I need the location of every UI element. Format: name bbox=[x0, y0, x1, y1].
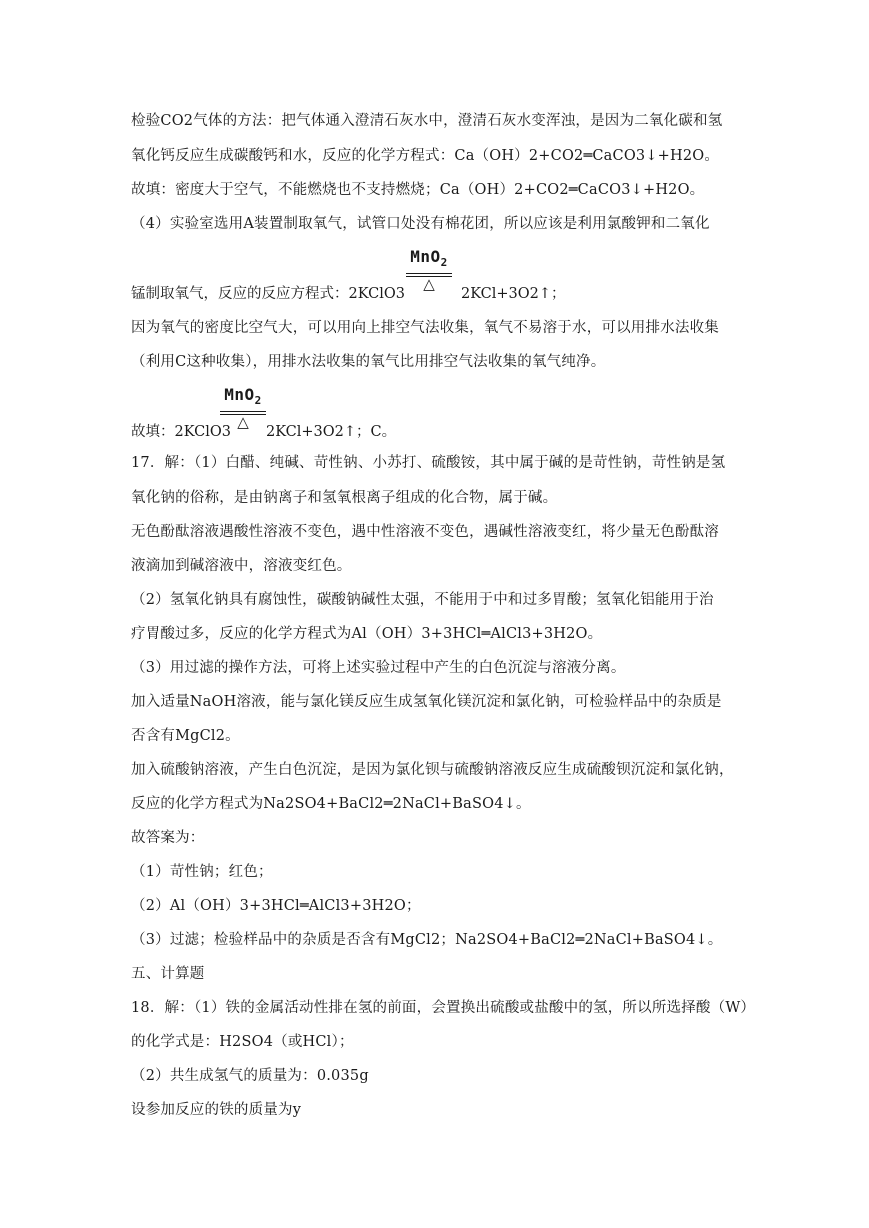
text-line: 设参加反应的铁的质量为y bbox=[131, 1102, 302, 1118]
catalyst-label: MnO$_2$ bbox=[410, 247, 448, 270]
reaction-condition bbox=[406, 248, 452, 292]
catalyst-label: MnO$_2$ bbox=[224, 385, 262, 408]
text-line: 的化学式是：H2SO4（或HCl）； bbox=[131, 1034, 354, 1050]
heat-triangle-icon: △ bbox=[423, 275, 435, 294]
text-line: （4）实验室选用A装置制取氧气，试管口处没有棉花团，所以应该是利用氯酸钾和二氧化 bbox=[131, 216, 710, 232]
chemical-equation bbox=[131, 246, 566, 304]
text-line: （利用C这种收集），用排水法收集的氧气比用排空气法收集的氧气纯净。 bbox=[131, 354, 606, 370]
reaction-condition bbox=[220, 386, 266, 430]
text-line: 否含有MgCl2。 bbox=[131, 728, 240, 744]
equation-suffix: 2KCl+3O2↑；C。 bbox=[266, 424, 397, 440]
text-line: 液滴加到碱溶液中，溶液变红色。 bbox=[131, 558, 352, 574]
equation-suffix: 2KCl+3O2↑； bbox=[461, 286, 566, 302]
text-line: 疗胃酸过多，反应的化学方程式为Al（OH）3+3HCl═AlCl3+3H2O。 bbox=[131, 626, 603, 642]
text-line: （2）共生成氢气的质量为：0.035g bbox=[131, 1068, 369, 1084]
section-heading: 五、计算题 bbox=[131, 966, 205, 982]
text-line: （3）用过滤的操作方法，可将上述实验过程中产生的白色沉淀与溶液分离。 bbox=[131, 660, 626, 676]
text-line: （2）Al（OH）3+3HCl═AlCl3+3H2O； bbox=[131, 898, 421, 914]
text-line: 加入适量NaOH溶液，能与氯化镁反应生成氢氧化镁沉淀和氯化钠，可检验样品中的杂质是 bbox=[131, 694, 722, 710]
text-line: 故填：密度大于空气，不能燃烧也不支持燃烧；Ca（OH）2+CO2═CaCO3↓+H2O。 bbox=[131, 182, 705, 198]
text-line: 故答案为： bbox=[131, 830, 205, 846]
text-line: 18．解：（1）铁的金属活动性排在氢的前面，会置换出硫酸或盐酸中的氢，所以所选择酸（W） bbox=[131, 1000, 756, 1016]
text-line: （2）氢氧化钠具有腐蚀性，碳酸钠碱性太强，不能用于中和过多胃酸；氢氧化铝能用于治 bbox=[131, 592, 714, 608]
chemical-equation bbox=[131, 384, 451, 442]
text-line: 氧化钠的俗称，是由钠离子和氢氧根离子组成的化合物，属于碱。 bbox=[131, 490, 558, 506]
text-line: 氧化钙反应生成碳酸钙和水，反应的化学方程式：Ca（OH）2+CO2═CaCO3↓+H2O。 bbox=[131, 148, 720, 164]
text-line: （1）苛性钠；红色； bbox=[131, 864, 273, 880]
text-line: 加入硫酸钠溶液，产生白色沉淀，是因为氯化钡与硫酸钠溶液反应生成硫酸钡沉淀和氯化钠， bbox=[131, 762, 734, 778]
text-line: （3）过滤；检验样品中的杂质是否含有MgCl2；Na2SO4+BaCl2═2NaCl+BaSO4↓。 bbox=[131, 932, 723, 948]
heat-triangle-icon: △ bbox=[237, 413, 249, 432]
text-line: 无色酚酞溶液遇酸性溶液不变色，遇中性溶液不变色，遇碱性溶液变红，将少量无色酚酞溶 bbox=[131, 524, 719, 540]
text-line: 因为氧气的密度比空气大，可以用向上排空气法收集，氧气不易溶于水，可以用排水法收集 bbox=[131, 320, 719, 336]
text-line: 反应的化学方程式为Na2SO4+BaCl2═2NaCl+BaSO4↓。 bbox=[131, 796, 531, 812]
equation-prefix: 故填：2KClO3 bbox=[131, 424, 232, 440]
text-line: 检验CO2气体的方法：把气体通入澄清石灰水中，澄清石灰水变浑浊，是因为二氧化碳和氢 bbox=[131, 113, 723, 129]
equation-prefix: 锰制取氧气，反应的反应方程式：2KClO3 bbox=[131, 286, 406, 302]
text-line: 17．解：（1）白醋、纯碱、苛性钠、小苏打、硫酸铵，其中属于碱的是苛性钠，苛性钠是氢 bbox=[131, 455, 726, 471]
